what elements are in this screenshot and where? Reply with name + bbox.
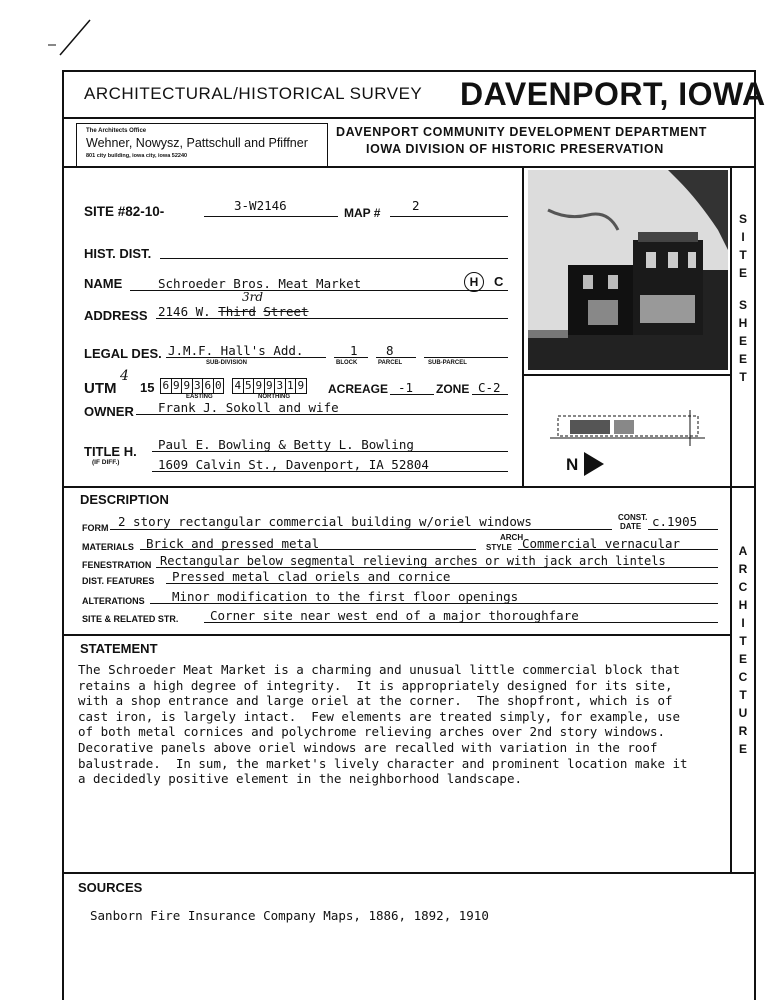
utm-mark: 4 bbox=[120, 368, 129, 384]
description-divider bbox=[62, 486, 756, 488]
name-value: Schroeder Bros. Meat Market bbox=[158, 276, 362, 291]
statement-line: The Schroeder Meat Market is a charming and unusual little commercial block that bbox=[78, 662, 681, 677]
legal-subdivision: J.M.F. Hall's Add. bbox=[168, 343, 304, 358]
style-underline bbox=[518, 549, 718, 550]
address-underline bbox=[156, 318, 508, 319]
statement-line: with a shop entrance and large oriel at the corner. The shopfront, which is of bbox=[78, 693, 673, 709]
zone-value: C-2 bbox=[478, 380, 501, 395]
owner-underline bbox=[136, 414, 508, 415]
northing-label: NORTHING bbox=[258, 394, 290, 400]
architecture-letter: U bbox=[738, 706, 748, 720]
statement-divider bbox=[62, 634, 732, 636]
materials-value: Brick and pressed metal bbox=[146, 536, 320, 551]
survey-title: ARCHITECTURAL/HISTORICAL SURVEY bbox=[84, 84, 423, 103]
map-label: MAP # bbox=[344, 206, 381, 220]
alterations-label: ALTERATIONS bbox=[82, 596, 145, 606]
fenestration-label: FENESTRATION bbox=[82, 560, 152, 570]
architecture-letter: A bbox=[738, 544, 748, 558]
utm-zone-number: 15 bbox=[140, 380, 155, 395]
name-underline bbox=[130, 290, 508, 291]
materials-label: MATERIALS bbox=[82, 542, 134, 552]
architecture-divider bbox=[730, 486, 732, 872]
fenestration-underline bbox=[156, 567, 718, 568]
title-h-line1: Paul E. Bowling & Betty L. Bowling bbox=[158, 437, 414, 452]
utm-label: UTM bbox=[84, 380, 117, 397]
map-underline bbox=[390, 216, 508, 217]
north-letter: N bbox=[566, 455, 579, 474]
legal-block-underline bbox=[334, 357, 368, 358]
owner-label: OWNER bbox=[84, 404, 134, 419]
arch-label: ARCH bbox=[500, 533, 524, 542]
office-address: 801 city building, iowa city, iowa 52240 bbox=[86, 153, 188, 159]
form-label: FORM bbox=[82, 523, 109, 533]
sources-divider bbox=[62, 872, 756, 874]
easting-digit: 0 bbox=[214, 379, 222, 392]
architecture-letter: T bbox=[739, 688, 747, 702]
acreage-label: ACREAGE bbox=[328, 382, 389, 396]
easting-digit: 6 bbox=[161, 379, 172, 393]
northing-digit: 1 bbox=[286, 379, 297, 393]
legal-parcel-underline bbox=[376, 357, 416, 358]
owner-value: Frank J. Sokoll and wife bbox=[158, 400, 339, 415]
address-number: 2146 W. bbox=[158, 304, 211, 319]
department-line2: IOWA DIVISION OF HISTORIC PRESERVATION bbox=[366, 142, 664, 156]
sub-division-label: SUB-DIVISION bbox=[206, 360, 248, 366]
title-h-line2: 1609 Calvin St., Davenport, IA 52804 bbox=[158, 457, 429, 472]
legal-block: 1 bbox=[350, 343, 358, 358]
name-label: NAME bbox=[84, 276, 123, 291]
description-heading: DESCRIPTION bbox=[80, 492, 169, 507]
site-underline bbox=[204, 216, 338, 217]
statement-line: balustrade. In sum, the market's lively character and prominent location make it bbox=[78, 755, 688, 771]
parcel-label: PARCEL bbox=[378, 360, 403, 366]
northing-digit: 4 bbox=[233, 379, 244, 393]
department-line1: DAVENPORT COMMUNITY DEVELOPMENT DEPARTMENT bbox=[336, 125, 708, 139]
acreage-value: -1 bbox=[398, 380, 414, 395]
easting-digit: 6 bbox=[203, 379, 214, 393]
legal-subdivision-underline bbox=[166, 357, 326, 358]
statement-line: a decidedly positive element in the neighborhood landscape. bbox=[78, 771, 523, 787]
architecture-label bbox=[736, 542, 750, 758]
architecture-letter: C bbox=[738, 670, 748, 684]
site-map bbox=[550, 410, 705, 450]
easting-digit: 9 bbox=[172, 379, 183, 393]
statement-line: cast iron, is largely intact. Few elements are treated simply, for example, use bbox=[78, 708, 681, 724]
header-divider bbox=[62, 117, 756, 119]
form-underline bbox=[110, 529, 612, 530]
office-firm: Wehner, Nowysz, Pattschull and Pfiffner bbox=[86, 136, 308, 150]
site-related-value: Corner site near west end of a major thoroughfare bbox=[210, 608, 579, 623]
title-h-underline1 bbox=[152, 451, 508, 452]
dist-features-underline bbox=[166, 583, 718, 584]
date-label: DATE bbox=[620, 522, 642, 531]
address-label: ADDRESS bbox=[84, 308, 148, 323]
statement-heading: STATEMENT bbox=[80, 641, 158, 656]
address-struck-word: Third bbox=[218, 304, 256, 319]
hist-dist-label: HIST. DIST. bbox=[84, 246, 152, 261]
site-number: 3-W2146 bbox=[234, 198, 287, 213]
const-label: CONST. bbox=[618, 513, 648, 522]
map-number: 2 bbox=[412, 198, 420, 213]
sources-text: Sanborn Fire Insurance Company Maps, 1886, 1892, 1910 bbox=[90, 908, 489, 923]
dist-features-label: DIST. FEATURES bbox=[82, 576, 155, 586]
block-label: BLOCK bbox=[336, 360, 358, 366]
style-label: STYLE bbox=[486, 543, 512, 552]
architecture-letter: T bbox=[739, 634, 747, 648]
statement-line: of both metal cornices and polychrome relieving arches over 2nd story windows. bbox=[78, 724, 665, 740]
office-caption: The Architects Office bbox=[86, 128, 147, 134]
architecture-letter: E bbox=[738, 742, 747, 756]
title-h-label: TITLE H. bbox=[84, 444, 137, 459]
sub-parcel-label: SUB-PARCEL bbox=[428, 360, 467, 366]
address-insert: 3rd bbox=[242, 290, 264, 304]
pen-mark bbox=[30, 15, 100, 65]
building-photo bbox=[528, 170, 728, 370]
address-street: Street bbox=[263, 304, 309, 319]
statement-line: retains a high degree of integrity. It is appropriately designed for its site, bbox=[78, 677, 673, 693]
building-photo-image bbox=[528, 170, 728, 370]
architecture-letter: H bbox=[738, 598, 748, 612]
style-value: Commercial vernacular bbox=[522, 536, 681, 551]
photo-map-divider bbox=[522, 374, 730, 376]
northing-digit: 5 bbox=[244, 379, 255, 393]
easting-digit: 3 bbox=[193, 379, 204, 393]
architecture-letter: R bbox=[738, 562, 748, 576]
form-value: 2 story rectangular commercial building w/oriel windows bbox=[118, 514, 532, 529]
easting-boxes bbox=[160, 378, 224, 394]
architecture-letter: E bbox=[738, 652, 747, 666]
title-h-underline2 bbox=[152, 471, 508, 472]
site-sheet-label: S I T E S H E E T bbox=[738, 212, 748, 384]
legal-sub-parcel-underline bbox=[424, 357, 508, 358]
architecture-letter: C bbox=[738, 580, 748, 594]
northing-digit: 9 bbox=[254, 379, 265, 393]
north-arrow-icon bbox=[584, 452, 606, 478]
legal-label: LEGAL DES. bbox=[84, 346, 162, 361]
title-h-sublabel: (IF DIFF.) bbox=[92, 459, 120, 466]
statement-body bbox=[78, 662, 688, 787]
hist-dist-underline bbox=[160, 258, 508, 259]
northing-digit: 9 bbox=[265, 379, 276, 393]
const-date-underline bbox=[648, 529, 718, 530]
easting-label: EASTING bbox=[186, 394, 213, 400]
site-related-label: SITE & RELATED STR. bbox=[82, 614, 179, 624]
materials-underline bbox=[140, 549, 476, 550]
site-related-underline bbox=[204, 622, 718, 623]
c-mark: C bbox=[494, 274, 504, 289]
northing-boxes bbox=[232, 378, 307, 394]
northing-digit: 9 bbox=[297, 379, 305, 392]
const-date-value: c.1905 bbox=[652, 514, 698, 529]
fenestration-value: Rectangular below segmental relieving arches or with jack arch lintels bbox=[160, 554, 666, 568]
easting-digit: 9 bbox=[182, 379, 193, 393]
address-value bbox=[158, 304, 309, 319]
architecture-letter: R bbox=[738, 724, 748, 738]
architecture-letter: I bbox=[741, 616, 745, 630]
h-mark: H bbox=[464, 272, 484, 292]
alterations-value: Minor modification to the first floor openings bbox=[172, 589, 519, 604]
legal-parcel: 8 bbox=[386, 343, 394, 358]
site-label: SITE #82-10- bbox=[84, 204, 165, 219]
northing-digit: 3 bbox=[275, 379, 286, 393]
statement-line: Decorative panels above oriel windows are recalled with variation in the roof bbox=[78, 739, 658, 755]
sources-heading: SOURCES bbox=[78, 880, 143, 895]
city-title: DAVENPORT, IOWA bbox=[460, 76, 766, 112]
zone-label: ZONE bbox=[436, 382, 470, 396]
acreage-underline bbox=[390, 394, 434, 395]
zone-underline bbox=[472, 394, 508, 395]
alterations-underline bbox=[150, 603, 718, 604]
dist-features-value: Pressed metal clad oriels and cornice bbox=[172, 569, 451, 584]
